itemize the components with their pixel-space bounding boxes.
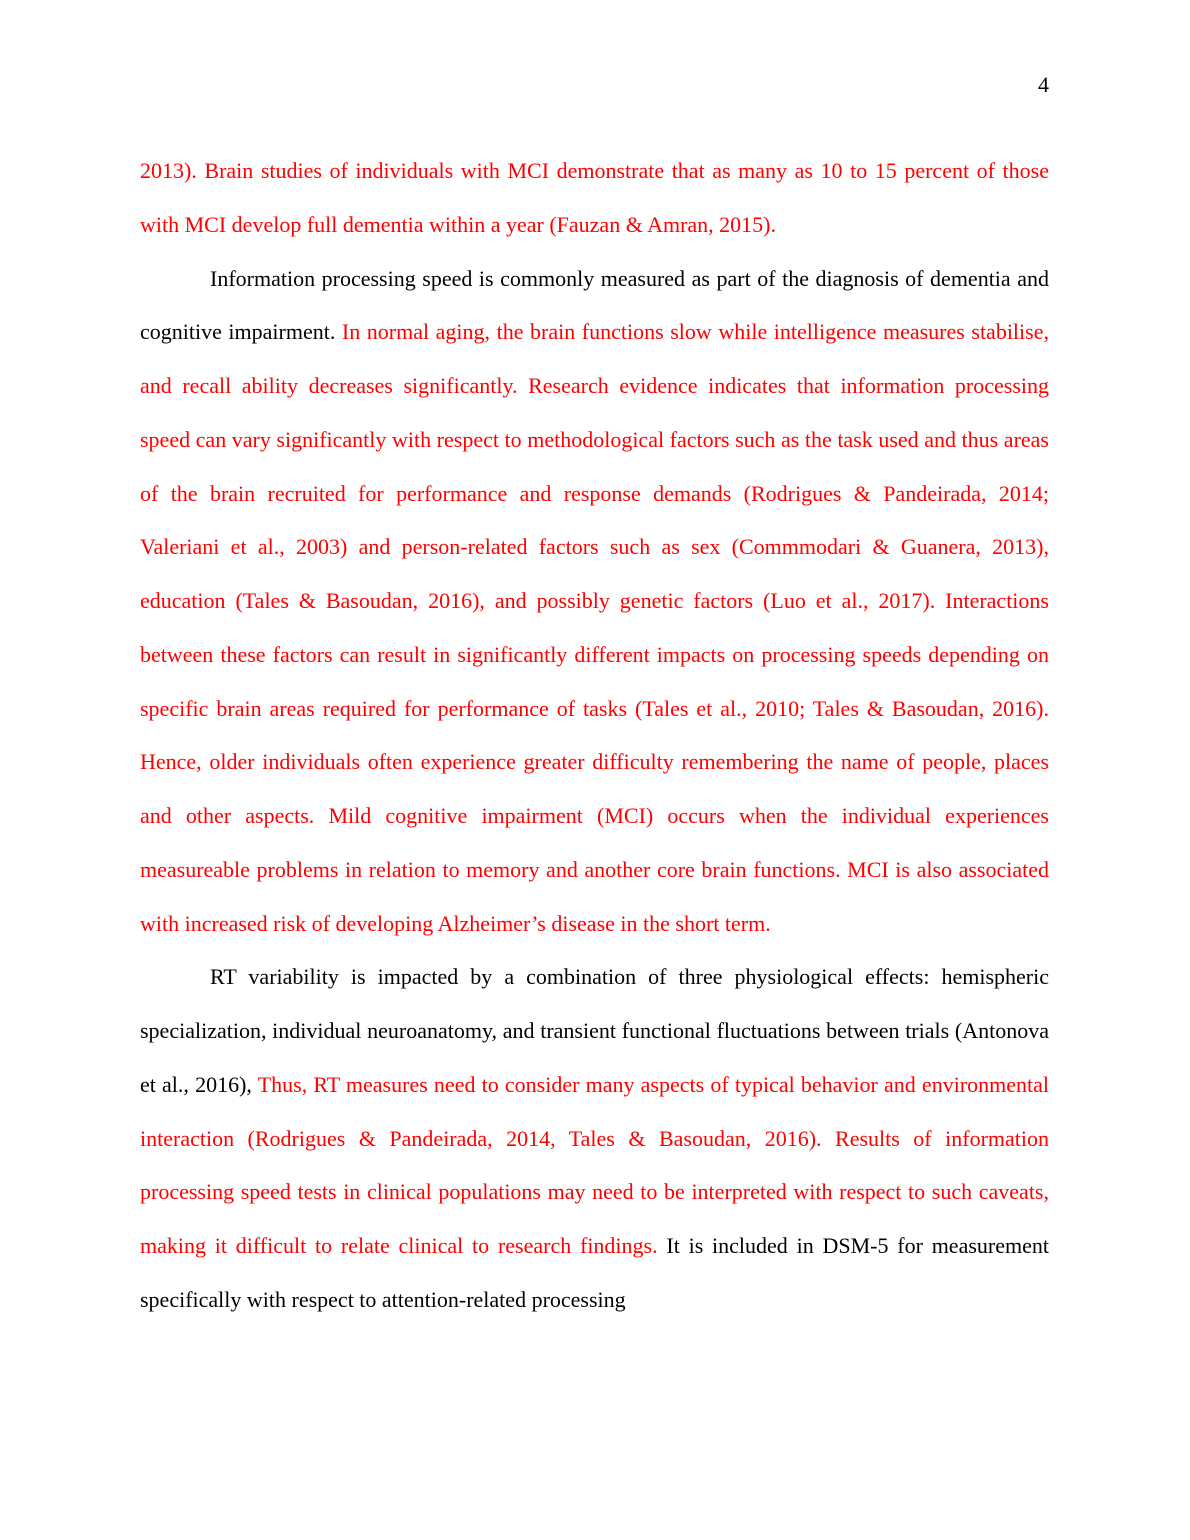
text-run: In normal aging, the brain functions slow while intelligence measures stabilise, and recall ability decreases significantly. Research evidence indicates that information processing speed can vary significantly with respect to methodological factors such as the task used and thus areas of the brain recruited for performance and response demands (Rodrigues & Pandeirada, 2014; Valeriani et al., 2003) and person-related factors such as sex (Commmodari & Guanera, 2013), education (Tales & Basoudan, 2016), and possibly genetic factors (Luo et al., 2017). Interactions between these factors can result in significantly different impacts on processing speeds depending on specific brain areas required for performance of tasks (Tales et al., 2010; Tales & Basoudan, 2016). Hence, older individuals often experience greater difficulty remembering the name of people, places and other aspects. Mild cognitive impairment (MCI) occurs when the individual experiences measureable problems in relation to memory and another core brain functions. MCI is also associated with increased risk of developing Alzheimer’s disease in the short term. <box>140 319 1049 936</box>
text-run: RT variability is impacted by a combination of three physiological effects: hemispheric specialization, individual neuroanatomy, and transient functional fluctuations between trials (Antonova et al., 2016), <box>140 964 1049 1097</box>
text-run: It is included in DSM-5 for measurement specifically with respect to attention-related processing <box>140 1233 1049 1312</box>
page-number: 4 <box>1038 72 1049 97</box>
paragraph-1 <box>140 144 1049 252</box>
body-text <box>140 144 1049 1327</box>
text-run: 2013). Brain studies of individuals with MCI demonstrate that as many as 10 to 15 percent of those with MCI develop full dementia within a year (Fauzan & Amran, 2015). <box>140 158 1049 237</box>
text-run: Thus, RT measures need to consider many aspects of typical behavior and environmental interaction (Rodrigues & Pandeirada, 2014, Tales & Basoudan, 2016). Results of information processing speed tests in clinical populations may need to be interpreted with respect to such caveats, making it difficult to relate clinical to research findings. <box>140 1071 1049 1258</box>
paragraph-3 <box>140 950 1049 1326</box>
text-run: Information processing speed is commonly measured as part of the diagnosis of dementia and cognitive impairment. <box>140 265 1049 345</box>
paragraph-2 <box>140 252 1049 951</box>
